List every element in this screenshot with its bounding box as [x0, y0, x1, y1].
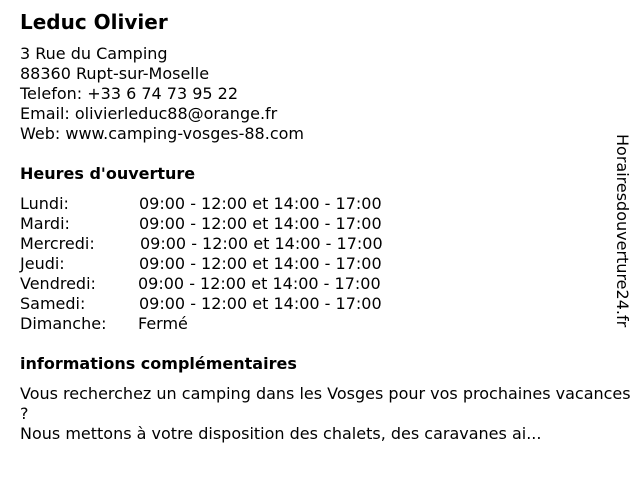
hours-value: 09:00 - 12:00 et 14:00 - 17:00	[140, 234, 383, 253]
day-label: Jeudi:	[20, 254, 65, 273]
day-label: Vendredi:	[20, 274, 96, 293]
description-line: Nous mettons à votre disposition des chalets, des caravanes ai...	[20, 424, 542, 443]
address-street: 3 Rue du Camping	[20, 44, 168, 63]
day-label: Samedi:	[20, 294, 86, 313]
hours-value: 09:00 - 12:00 et 14:00 - 17:00	[139, 294, 382, 313]
address-city: 88360 Rupt-sur-Moselle	[20, 64, 210, 83]
phone-line: Telefon: +33 6 74 73 95 22	[20, 84, 239, 103]
email-line: Email: olivierleduc88@orange.fr	[20, 104, 278, 123]
additional-info-heading: informations complémentaires	[20, 354, 297, 373]
contact-block	[20, 44, 304, 144]
hours-value: 09:00 - 12:00 et 14:00 - 17:00	[138, 274, 381, 293]
hours-value: 09:00 - 12:00 et 14:00 - 17:00	[139, 214, 382, 233]
hours-value: 09:00 - 12:00 et 14:00 - 17:00	[139, 254, 382, 273]
day-label: Mercredi:	[20, 234, 95, 253]
hours-value: 09:00 - 12:00 et 14:00 - 17:00	[139, 194, 382, 213]
day-label: Lundi:	[20, 194, 69, 213]
business-name: Leduc Olivier	[20, 10, 168, 34]
website-line: Web: www.camping-vosges-88.com	[20, 124, 304, 143]
opening-hours-heading: Heures d'ouverture	[20, 164, 196, 183]
additional-info-text	[20, 384, 632, 444]
site-watermark: Horairesdouverture24.fr	[613, 134, 632, 328]
hours-value: Fermé	[138, 314, 188, 333]
day-label: Dimanche:	[20, 314, 107, 333]
description-line: Vous recherchez un camping dans les Vosges pour vos prochaines vacances ?	[20, 384, 631, 423]
day-label: Mardi:	[20, 214, 70, 233]
